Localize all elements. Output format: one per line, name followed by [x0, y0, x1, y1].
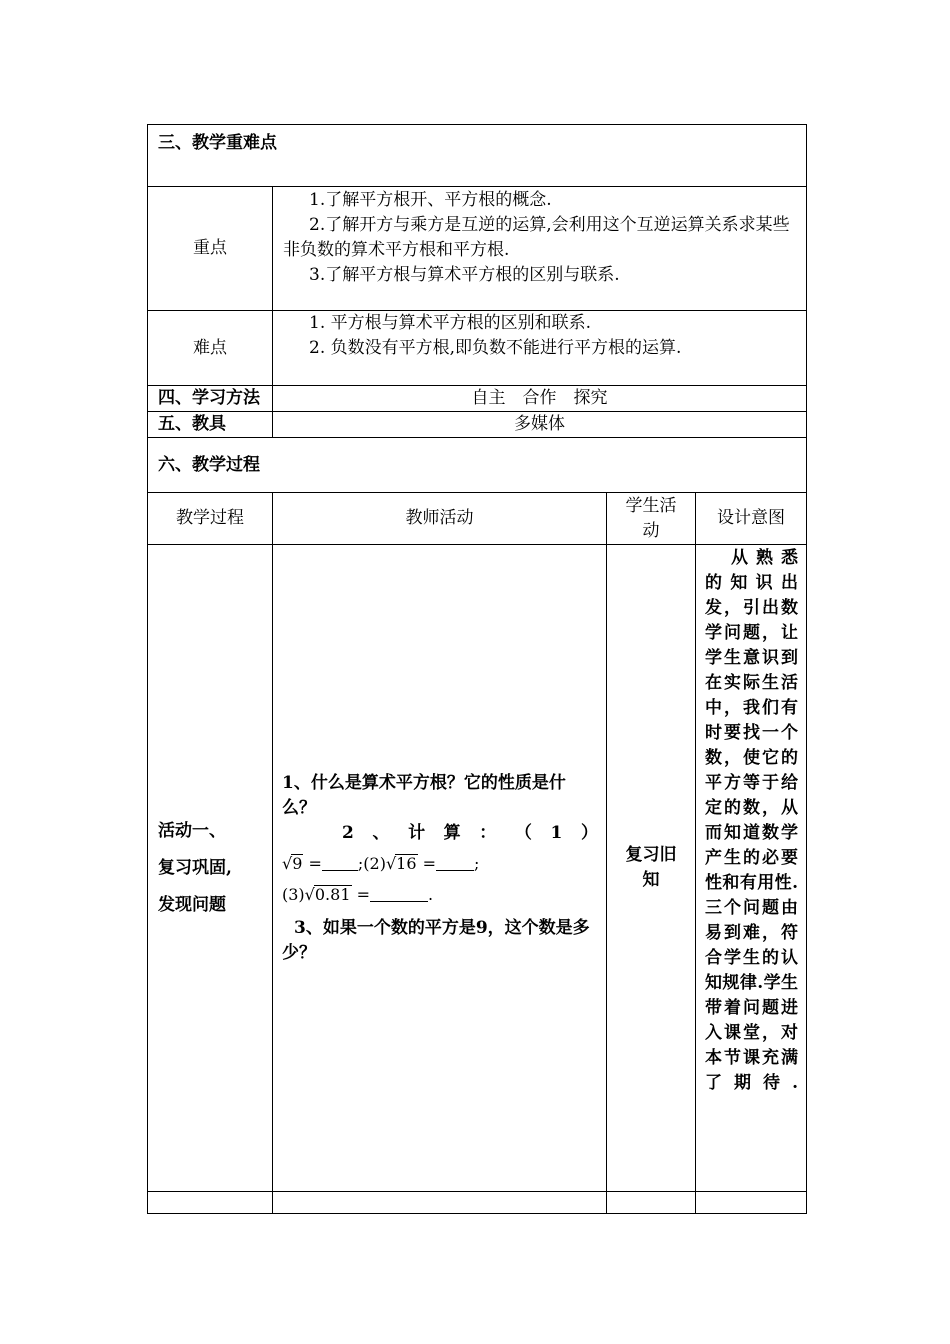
q2-part-ji: 计	[408, 822, 426, 843]
activity-1-name-line-1: 活动一、	[158, 820, 226, 841]
empty-cell-3	[607, 1192, 696, 1214]
question-2-heading	[282, 821, 598, 846]
math-line-2	[282, 878, 598, 912]
difficult-points-label: 难点	[148, 311, 273, 386]
empty-row	[148, 1192, 807, 1214]
answer-blank-3[interactable]	[370, 887, 428, 902]
activity-1-name-line-3: 发现问题	[158, 894, 226, 915]
q2-part-one: 1	[550, 822, 563, 843]
section-4-row	[148, 386, 807, 412]
math-end-3: .	[428, 884, 434, 904]
difficult-point-1: 1. 平方根与算术平方根的区别和联系.	[309, 313, 592, 333]
radical-sign: √	[282, 853, 293, 873]
section-5-row	[148, 412, 807, 438]
difficult-points-row	[148, 311, 807, 386]
math-prefix-3: (3)	[282, 884, 305, 904]
key-points-content	[273, 187, 807, 311]
activity-1-design	[696, 545, 807, 1192]
math-line-1	[282, 850, 598, 878]
q2-part-num: 2	[342, 822, 354, 843]
empty-cell-1	[148, 1192, 273, 1214]
radicand-9: 9	[292, 853, 303, 873]
answer-blank-1[interactable]	[322, 856, 358, 871]
teaching-aids: 多媒体	[273, 412, 807, 438]
empty-cell-2	[273, 1192, 607, 1214]
section-5-title: 五、教具	[148, 412, 273, 438]
q2-part-suan: 算	[443, 822, 461, 843]
design-intent-text: 从熟悉的知识出发，引出数学问题，让学生意识到在实际生活中，我们有时要找一个数，使它的平方等于给定的数，从而知道数学产生的必要性和有用性.三个问题由易到难，符合学生的认知规律.学生带着问题进入课堂，对本节课充满了期待.	[705, 548, 798, 1093]
activity-1-student: 复习旧知	[607, 545, 696, 1192]
q2-part-colon: ：	[479, 822, 497, 843]
activity-1-row	[148, 545, 807, 1192]
activity-1-name	[148, 545, 273, 1192]
empty-cell-4	[696, 1192, 807, 1214]
difficult-point-2: 2. 负数没有平方根,即负数不能进行平方根的运算.	[309, 338, 682, 358]
sqrt-16	[386, 850, 418, 878]
question-1: 1、什么是算术平方根？它的性质是什么？	[282, 772, 566, 818]
key-point-2: 2.了解开方与乘方是互逆的运算,会利用这个互逆运算关系求某些非负数的算术平方根和平方根.	[283, 215, 790, 260]
answer-blank-2[interactable]	[436, 856, 474, 871]
header-design: 设计意图	[696, 493, 807, 545]
section-3-title: 三、教学重难点	[148, 125, 807, 187]
key-point-3: 3.了解平方根与算术平方根的区别与联系.	[309, 265, 620, 285]
section-6-row	[148, 438, 807, 493]
process-header-row	[148, 493, 807, 545]
learning-methods: 自主 合作 探究	[273, 386, 807, 412]
equals-3: =	[356, 884, 370, 904]
activity-1-name-line-2: 复习巩固,	[158, 857, 232, 878]
radical-sign: √	[304, 884, 315, 904]
q2-part-sep: 、	[372, 822, 390, 843]
sqrt-081	[305, 878, 352, 912]
key-points-row	[148, 187, 807, 311]
math-sep-2: ;	[474, 853, 480, 873]
header-student: 学生活动	[607, 493, 696, 545]
activity-1-teacher	[273, 545, 607, 1192]
section-6-title: 六、教学过程	[148, 438, 807, 493]
q2-part-rparen: ）	[580, 822, 598, 843]
key-points-label: 重点	[148, 187, 273, 311]
math-sep-1: ;(2)	[357, 853, 386, 873]
equals-1: =	[308, 853, 322, 873]
section-4-title: 四、学习方法	[148, 386, 273, 412]
header-process: 教学过程	[148, 493, 273, 545]
sqrt-9	[282, 850, 303, 878]
section-3-row	[148, 125, 807, 187]
radicand-081: 0.81	[314, 884, 351, 904]
difficult-points-content	[273, 311, 807, 386]
radicand-16: 16	[396, 853, 417, 873]
q2-part-lparen: （	[514, 822, 532, 843]
question-3: 3、如果一个数的平方是9，这个数是多少？	[282, 917, 590, 963]
header-teacher: 教师活动	[273, 493, 607, 545]
equals-2: =	[422, 853, 437, 873]
radical-sign: √	[385, 853, 397, 873]
key-point-1: 1.了解平方根开、平方根的概念.	[309, 190, 552, 210]
lesson-plan-table	[147, 124, 807, 1214]
